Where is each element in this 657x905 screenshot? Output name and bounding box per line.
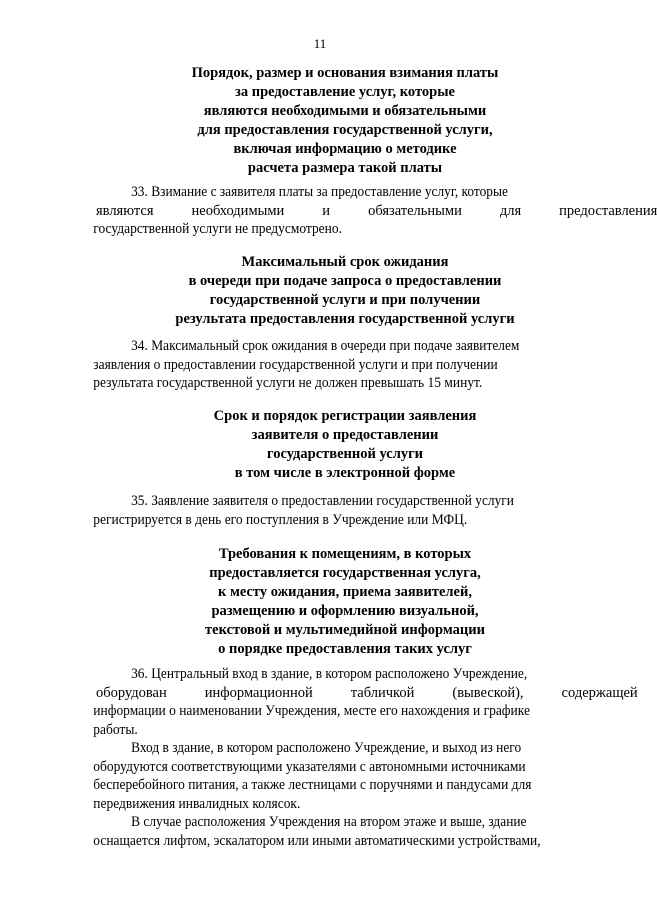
heading-line: являются необходимыми и обязательными xyxy=(203,103,487,119)
paragraph-line: оснащается лифтом, эскалатором или иными автоматическими устройствами, xyxy=(93,832,541,849)
heading-line: текстовой и мультимедийной информации xyxy=(205,622,485,638)
paragraph-line-justified xyxy=(58,684,638,703)
heading-line: размещению и оформлению визуальной, xyxy=(211,603,479,619)
paragraph-line: передвижения инвалидных колясок. xyxy=(93,795,301,812)
paragraph-line: 35. Заявление заявителя о предоставлении государственной услуги xyxy=(131,493,514,509)
heading-line: предоставляется государственная услуга, xyxy=(209,565,481,581)
paragraph-line: государственной услуги не предусмотрено. xyxy=(93,221,342,237)
word: содержащей xyxy=(561,684,638,701)
paragraph-line: В случае расположения Учреждения на втором этаже и выше, здание xyxy=(131,814,527,830)
heading-line: Срок и порядок регистрации заявления xyxy=(213,408,477,424)
heading-line: Требования к помещениям, в которых xyxy=(218,546,472,562)
paragraph-line: заявления о предоставлении государственной услуги и при получении xyxy=(93,356,498,373)
heading-line: к месту ожидания, приема заявителей, xyxy=(218,584,472,600)
word: необходимыми xyxy=(191,202,285,219)
paragraph-line: результата государственной услуги не должен превышать 15 минут. xyxy=(93,375,483,391)
paragraph-line: 34. Максимальный срок ожидания в очереди при подаче заявителем xyxy=(131,338,520,354)
heading-line: о порядке предоставления таких услуг xyxy=(218,641,472,657)
word: табличкой xyxy=(350,684,415,701)
paragraph-line-justified xyxy=(58,202,657,221)
heading-line: Порядок, размер и основания взимания платы xyxy=(191,65,499,81)
section-heading-premises xyxy=(90,545,600,659)
paragraph-33 xyxy=(93,183,657,239)
word: для xyxy=(499,202,522,219)
section-heading-fees xyxy=(90,64,600,178)
heading-line: заявителя о предоставлении xyxy=(251,427,439,443)
section-heading-registration xyxy=(90,407,600,483)
word: оборудован xyxy=(96,684,167,701)
paragraph-36 xyxy=(93,665,638,739)
heading-line: Максимальный срок ожидания xyxy=(241,254,449,270)
section-heading-waiting-time xyxy=(90,253,600,329)
paragraph-line: 36. Центральный вход в здание, в котором расположено Учреждение, xyxy=(131,666,528,682)
word: обязательными xyxy=(368,202,462,219)
heading-line: за предоставление услуг, которые xyxy=(235,84,455,100)
heading-line: расчета размера такой платы xyxy=(247,160,443,176)
heading-line: государственной услуги и при получении xyxy=(209,292,481,308)
paragraph-35 xyxy=(93,492,596,529)
heading-line: для предоставления государственной услуги, xyxy=(197,122,493,138)
paragraph-line: регистрируется в день его поступления в Учреждение или МФЦ. xyxy=(93,511,468,528)
heading-line: в очереди при подаче запроса о предоставлении xyxy=(188,273,502,289)
word: (вывеской), xyxy=(452,684,524,701)
word: и xyxy=(322,202,331,219)
paragraph-36-entrance xyxy=(93,739,596,813)
paragraph-line: бесперебойного питания, а также лестницами с поручнями и пандусами для xyxy=(93,777,532,793)
word: являются xyxy=(96,202,154,219)
paragraph-34 xyxy=(93,337,596,393)
heading-line: включая информацию о методике xyxy=(233,141,457,157)
paragraph-line: оборудуются соответствующими указателями с автономными источниками xyxy=(93,758,526,775)
heading-line: государственной услуги xyxy=(266,446,424,462)
heading-line: результата предоставления государственной услуги xyxy=(175,311,515,327)
page-number: 11 xyxy=(313,36,327,51)
paragraph-line: информации о наименовании Учреждения, месте его нахождения и графике xyxy=(93,703,530,719)
word: предоставления xyxy=(559,202,657,219)
paragraph-line: 33. Взимание с заявителя платы за предоставление услуг, которые xyxy=(131,184,508,200)
paragraph-36-lift xyxy=(93,813,596,850)
paragraph-line: Вход в здание, в котором расположено Учреждение, и выход из него xyxy=(131,740,522,756)
heading-line: в том числе в электронной форме xyxy=(234,465,456,481)
paragraph-line: работы. xyxy=(93,721,138,738)
word: информационной xyxy=(204,684,313,701)
